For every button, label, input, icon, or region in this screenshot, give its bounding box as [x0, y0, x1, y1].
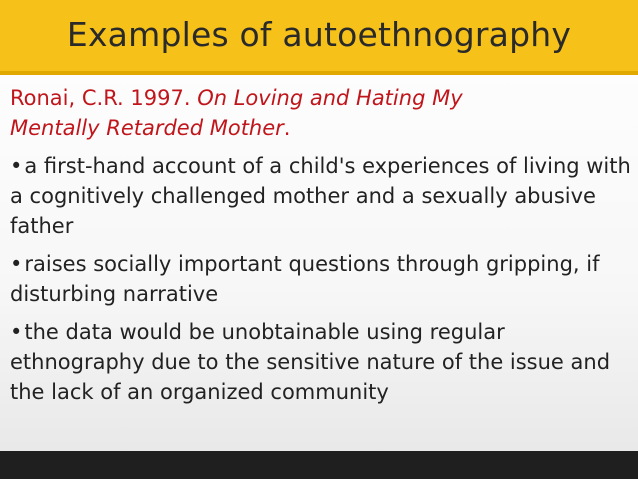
title-bar	[0, 0, 638, 75]
bullet-text: a first-hand account of a child's experiences of living with a cognitively challenged mother and a sexually abusive father	[10, 154, 631, 238]
reference	[10, 83, 632, 143]
reference-authors: Ronai, C.R. 1997.	[10, 86, 191, 110]
bullet-marker: •	[10, 252, 23, 276]
reference-title-line2: Mentally Retarded Mother	[10, 116, 284, 140]
bullet-text: the data would be unobtainable using regular ethnography due to the sensitive nature of the issue and the lack of an organized community	[10, 320, 611, 404]
slide-content	[10, 83, 632, 407]
bullet-item	[10, 317, 632, 407]
title-bar-edge	[0, 71, 638, 75]
bullet-marker: •	[10, 154, 23, 178]
reference-title-line1: On Loving and Hating My	[197, 86, 463, 110]
bullet-marker: •	[10, 320, 23, 344]
footer-bar	[0, 451, 638, 479]
reference-period: .	[283, 116, 291, 140]
slide-title: Examples of autoethnography	[66, 15, 572, 54]
bullet-item	[10, 249, 632, 309]
bullet-text: raises socially important questions through gripping, if disturbing narrative	[10, 252, 600, 306]
bullet-item	[10, 151, 632, 241]
